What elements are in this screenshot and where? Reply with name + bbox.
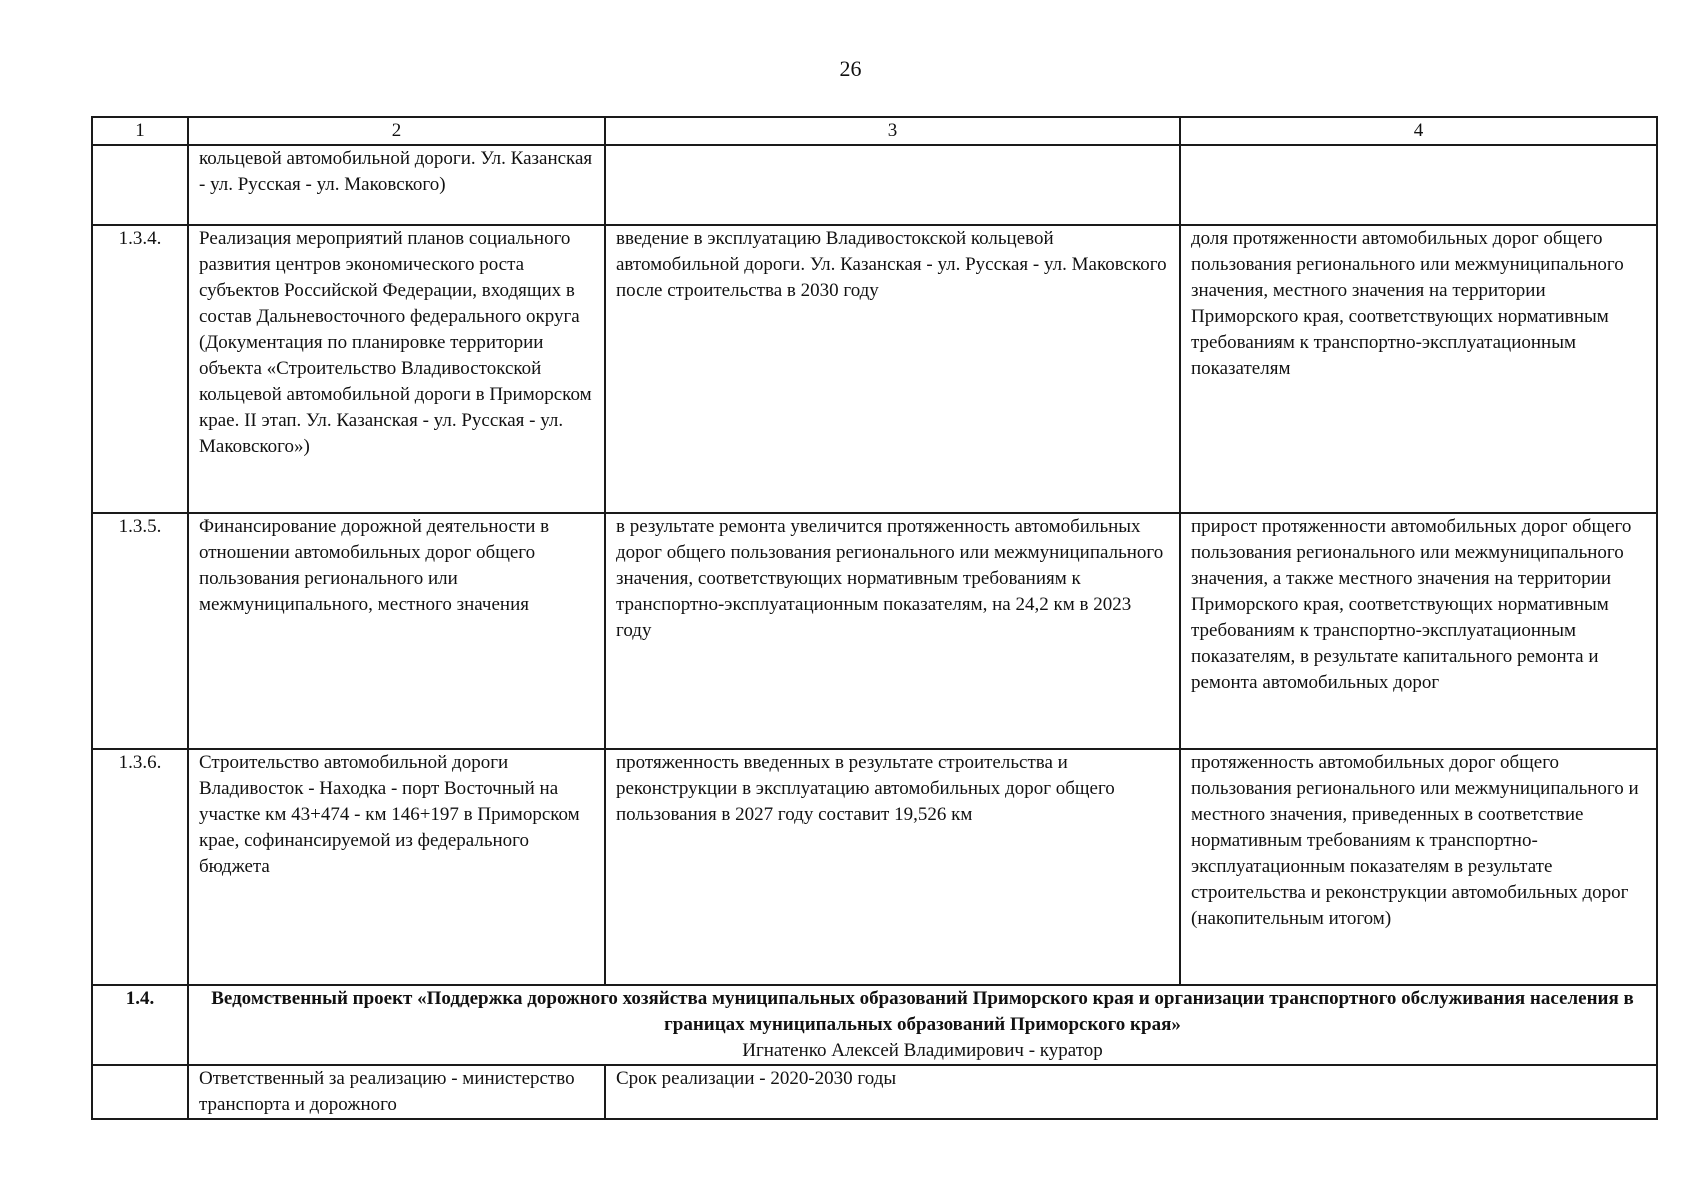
event-cell: Строительство автомобильной дороги Владивосток - Находка - порт Восточный на участке км 43+474 - км 146+197 в Приморском крае, софинансируемой из федерального бюджета <box>188 749 605 985</box>
result-cell <box>605 145 1180 225</box>
project-curator: Игнатенко Алексей Владимирович - куратор <box>742 1040 1103 1061</box>
result-cell: в результате ремонта увеличится протяженность автомобильных дорог общего пользования регионального или межмуниципального значения, соответствующих нормативным требованиям к транспортно-эксплуатационным показателям, на 24,2 км в 2023 году <box>605 513 1180 749</box>
responsible-cell: Ответственный за реализацию - министерство транспорта и дорожного <box>188 1065 605 1119</box>
row-number-cell: 1.3.4. <box>92 225 188 513</box>
row-number-cell <box>92 1065 188 1119</box>
row-number-cell: 1.3.5. <box>92 513 188 749</box>
header-cell-2: 2 <box>188 117 605 145</box>
table-row-continuation <box>92 145 1657 225</box>
indicator-cell <box>1180 145 1657 225</box>
row-number-cell <box>92 145 188 225</box>
indicator-cell: прирост протяженности автомобильных дорог общего пользования регионального или межмуниципального значения, а также местного значения на территории Приморского края, соответствующих нормативным требованиям к транспортно-эксплуатационным показателям, в результате капитального ремонта и ремонта автомобильных дорог <box>1180 513 1657 749</box>
page-number: 26 <box>839 56 862 81</box>
project-row <box>92 985 1657 1065</box>
table-row <box>92 513 1657 749</box>
header-cell-1: 1 <box>92 117 188 145</box>
header-cell-4: 4 <box>1180 117 1657 145</box>
event-cell: кольцевой автомобильной дороги. Ул. Казанская - ул. Русская - ул. Маковского) <box>188 145 605 225</box>
table-row <box>92 225 1657 513</box>
row-number-cell: 1.3.6. <box>92 749 188 985</box>
header-cell-3: 3 <box>605 117 1180 145</box>
event-cell: Финансирование дорожной деятельности в отношении автомобильных дорог общего пользования регионального или межмуниципального, местного значения <box>188 513 605 749</box>
term-cell: Срок реализации - 2020-2030 годы <box>605 1065 1657 1119</box>
indicator-cell: доля протяженности автомобильных дорог общего пользования регионального или межмуниципального значения, местного значения на территории Приморского края, соответствующих нормативным требованиям к транспортно-эксплуатационным показателям <box>1180 225 1657 513</box>
project-title: Ведомственный проект «Поддержка дорожного хозяйства муниципальных образований Приморского края и организации транспортного обслуживания населения в границах муниципальных образований Приморского края» <box>211 988 1634 1035</box>
project-cell <box>188 985 1657 1065</box>
responsible-row <box>92 1065 1657 1119</box>
result-cell: протяженность введенных в результате строительства и реконструкции в эксплуатацию автомобильных дорог общего пользования в 2027 году составит 19,526 км <box>605 749 1180 985</box>
program-table <box>91 116 1658 1120</box>
event-cell: Реализация мероприятий планов социального развития центров экономического роста субъектов Российской Федерации, входящих в состав Дальневосточного федерального округа (Документация по планировке территории объекта «Строительство Владивостокской кольцевой автомобильной дороги в Приморском крае. II этап. Ул. Казанская - ул. Русская - ул. Маковского») <box>188 225 605 513</box>
table-header-row <box>92 117 1657 145</box>
indicator-cell: протяженность автомобильных дорог общего пользования регионального или межмуниципального и местного значения, приведенных в соответствие нормативным требованиям к транспортно-эксплуатационным показателям в результате строительства и реконструкции автомобильных дорог (накопительным итогом) <box>1180 749 1657 985</box>
result-cell: введение в эксплуатацию Владивостокской кольцевой автомобильной дороги. Ул. Казанская - ул. Русская - ул. Маковского после строительства в 2030 году <box>605 225 1180 513</box>
table-row <box>92 749 1657 985</box>
project-number-cell: 1.4. <box>92 985 188 1065</box>
